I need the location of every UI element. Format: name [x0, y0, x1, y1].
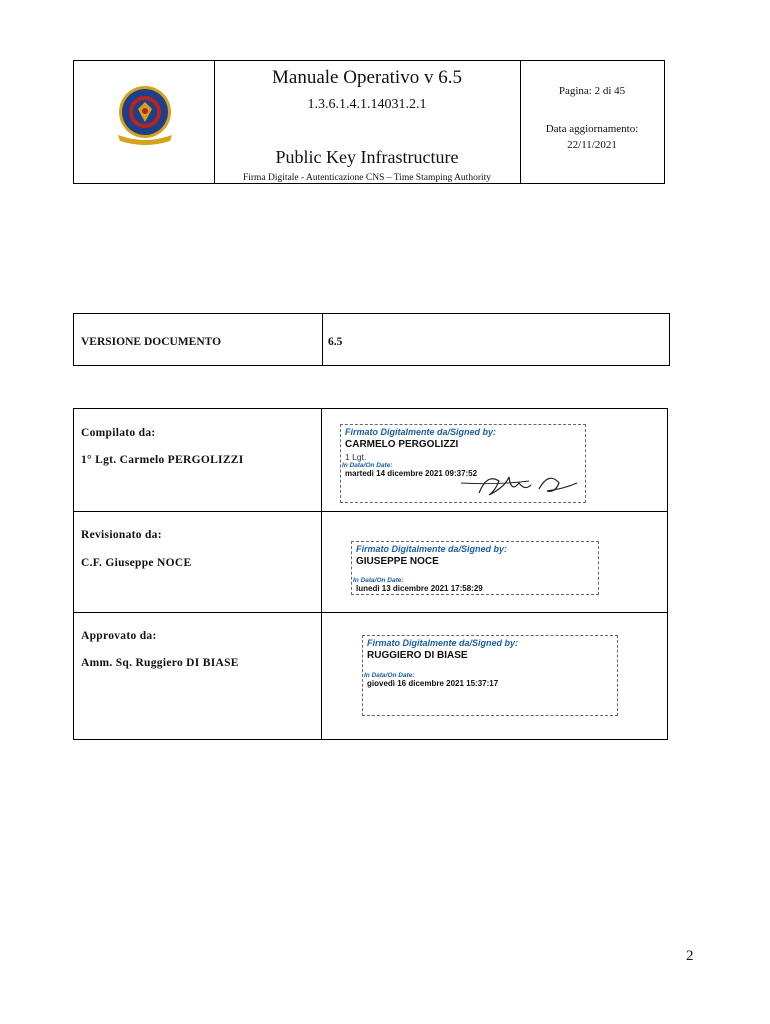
approvals-table [73, 408, 668, 740]
page-info: Pagina: 2 di 45 [558, 85, 626, 97]
signer-name: GIUSEPPE NOCE [356, 556, 439, 567]
version-label: VERSIONE DOCUMENTO [81, 336, 222, 348]
version-table [73, 313, 670, 366]
emblem-ribbon [116, 133, 174, 145]
signature-box-approved [362, 635, 618, 716]
person-compiled: 1° Lgt. Carmelo PERGOLIZZI [81, 454, 244, 466]
row-divider [74, 612, 667, 613]
document-oid: 1.3.6.1.4.1.14031.2.1 [307, 97, 427, 112]
info-cell [520, 61, 664, 183]
document-description: Firma Digitale - Autenticazione CNS – Time Stamping Authority [242, 173, 492, 183]
handwritten-signature [459, 463, 583, 503]
row-divider [74, 511, 667, 512]
title-cell [214, 61, 521, 183]
signature-heading: Firmato Digitalmente da/Signed by: [367, 638, 519, 648]
signature-date: lunedì 13 dicembre 2021 17:58:29 [356, 584, 483, 593]
signature-box-reviewed [351, 541, 599, 595]
signature-date: martedì 14 dicembre 2021 09:37:52 [345, 469, 478, 478]
signature-date-label: In Data/On Date: [353, 577, 404, 584]
update-label: Data aggiornamento: [545, 123, 639, 135]
signer-rank: 1 Lgt. [345, 452, 367, 462]
logo-cell [74, 61, 215, 183]
signature-date: giovedì 16 dicembre 2021 15:37:17 [367, 679, 499, 688]
signature-date-label: In Data/On Date: [364, 672, 415, 679]
page-number: 2 [686, 948, 694, 964]
role-reviewed: Revisionato da: [81, 529, 162, 541]
signature-box-compiled [340, 424, 586, 503]
column-divider [321, 409, 322, 739]
emblem-logo [118, 85, 172, 139]
role-compiled: Compilato da: [81, 427, 156, 439]
update-date: 22/11/2021 [567, 139, 617, 151]
version-value: 6.5 [328, 336, 343, 348]
signature-heading: Firmato Digitalmente da/Signed by: [345, 427, 497, 437]
person-reviewed: C.F. Giuseppe NOCE [81, 557, 192, 569]
document-subtitle: Public Key Infrastructure [275, 147, 459, 167]
role-approved: Approvato da: [81, 630, 157, 642]
document-title: Manuale Operativo v 6.5 [272, 67, 462, 88]
signature-date-label: In Data/On Date: [342, 462, 393, 469]
document-header [73, 60, 665, 184]
signature-heading: Firmato Digitalmente da/Signed by: [356, 544, 508, 554]
signer-name: CARMELO PERGOLIZZI [345, 439, 459, 450]
signer-name: RUGGIERO DI BIASE [367, 650, 468, 661]
person-approved: Amm. Sq. Ruggiero DI BIASE [81, 657, 239, 669]
